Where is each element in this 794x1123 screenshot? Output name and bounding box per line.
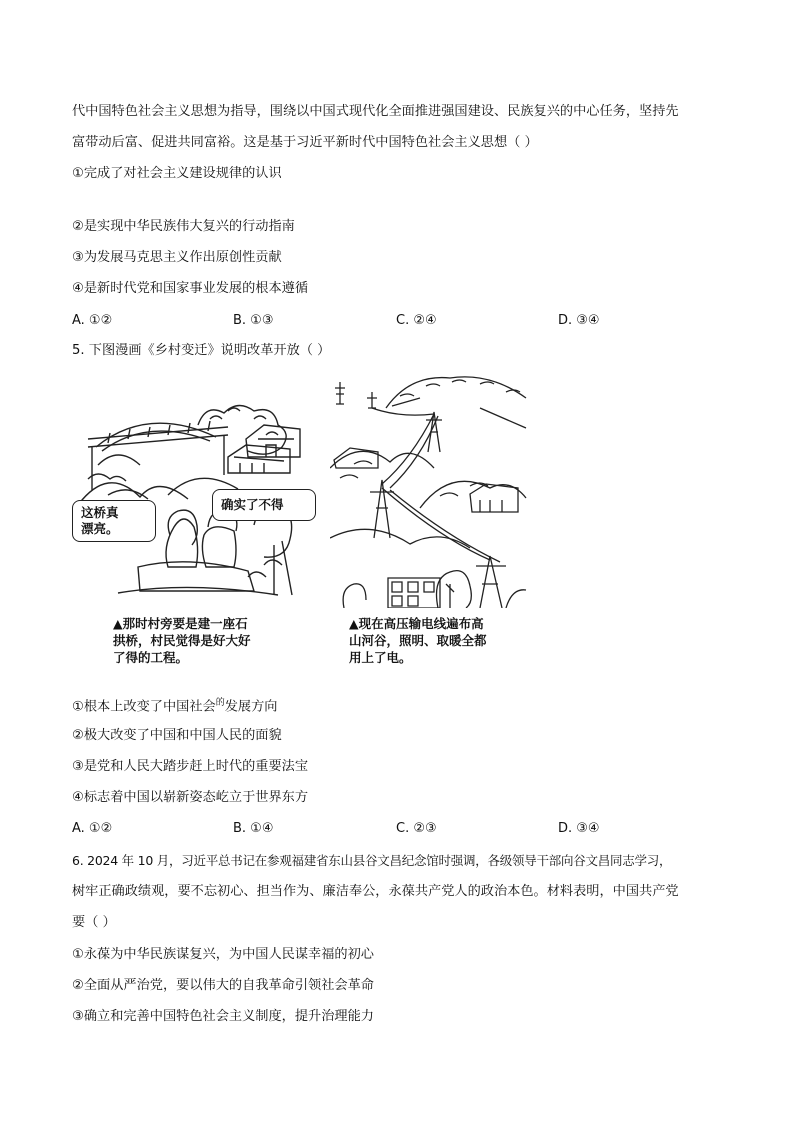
q4-option-c[interactable]: C. ②④	[396, 313, 437, 328]
q5-option-a[interactable]: A. ①②	[72, 821, 113, 836]
q5-option-b[interactable]: B. ①④	[233, 821, 274, 836]
right-caption-line-1: ▲现在高压输电线遍布高	[349, 616, 484, 631]
q4-stem-line-1: 代中国特色社会主义思想为指导，围绕以中国式现代化全面推进强国建设、民族复兴的中心任务，坚持先	[72, 104, 679, 119]
q5-item-2: ②极大改变了中国和中国人民的面貌	[72, 728, 282, 743]
bubble-1-line-2: 漂亮。	[81, 521, 119, 536]
speech-bubble-really-remarkable: 确实了不得	[212, 489, 316, 521]
speech-bubble-this-bridge-is-beautiful	[72, 500, 156, 542]
q4-option-d[interactable]: D. ③④	[558, 313, 600, 328]
q5-option-c[interactable]: C. ②③	[396, 821, 437, 836]
q4-item-1: ①完成了对社会主义建设规律的认识	[72, 166, 282, 181]
q5-item-1	[72, 694, 277, 716]
q4-item-3: ③为发展马克思主义作出原创性贡献	[72, 250, 282, 265]
comic-right-power-lines-mountains	[330, 368, 530, 608]
q5-stem: 5. 下图漫画《乡村变迁》说明改革开放（ ）	[72, 343, 331, 358]
q5-item-4: ④标志着中国以崭新姿态屹立于世界东方	[72, 790, 309, 805]
q5-option-d[interactable]: D. ③④	[558, 821, 600, 836]
left-caption-line-1: ▲那时村旁要是建一座石	[113, 616, 248, 631]
q4-option-b[interactable]: B. ①③	[233, 313, 274, 328]
left-caption-line-3: 了得的工程。	[113, 650, 189, 665]
q6-item-1: ①永葆为中华民族谋复兴，为中国人民谋幸福的初心	[72, 947, 374, 962]
q4-stem-line-2: 富带动后富、促进共同富裕。这是基于习近平新时代中国特色社会主义思想（ ）	[72, 135, 538, 150]
q5-item-1-superscript: 的	[215, 698, 225, 708]
q5-item-1-part-a: ①根本上改变了中国社会	[72, 699, 216, 715]
q4-option-a[interactable]: A. ①②	[72, 313, 113, 328]
bubble-1-line-1: 这桥真	[81, 505, 119, 520]
right-caption-line-2: 山河谷，照明、取暖全都	[349, 633, 487, 648]
q6-item-2: ②全面从严治党，要以伟大的自我革命引领社会革命	[72, 978, 374, 993]
q4-item-4: ④是新时代党和国家事业发展的根本遵循	[72, 281, 309, 296]
q6-stem-line-1: 6. 2024 年 10 月，习近平总书记在参观福建省东山县谷文昌纪念馆时强调，各级领导干部向谷文昌同志学习，	[72, 853, 672, 868]
q5-item-3: ③是党和人民大踏步赶上时代的重要法宝	[72, 759, 309, 774]
right-caption-line-3: 用上了电。	[349, 650, 412, 665]
q6-stem-line-3: 要（ ）	[72, 915, 116, 930]
q6-stem-line-2: 树牢正确政绩观，要不忘初心、担当作为、廉洁奉公，永葆共产党人的政治本色。材料表明，中国共产党	[72, 884, 679, 899]
q4-item-2: ②是实现中华民族伟大复兴的行动指南	[72, 219, 295, 234]
q6-item-3: ③确立和完善中国特色社会主义制度，提升治理能力	[72, 1009, 374, 1024]
q5-item-1-part-b: 发展方向	[224, 699, 278, 715]
left-caption-line-2: 拱桥，村民觉得是好大好	[113, 633, 251, 648]
